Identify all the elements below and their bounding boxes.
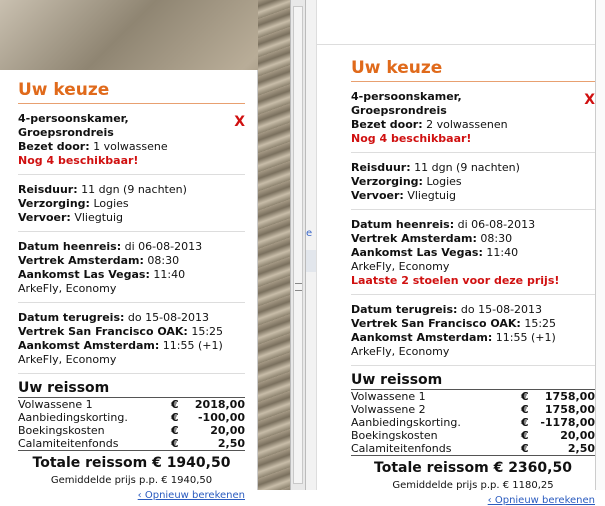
table-row: Volwassene 1 € 2018,00 xyxy=(18,398,245,411)
panel-title: Uw keuze xyxy=(18,80,245,104)
duration-label: Reisduur: xyxy=(18,183,78,196)
outbound-arr-label: Aankomst Las Vegas: xyxy=(351,246,483,259)
availability-text: Nog 4 beschikbaar! xyxy=(351,132,472,145)
recalculate-link[interactable]: ‹ Opnieuw berekenen xyxy=(137,490,245,501)
outbound-dep-label: Vertrek Amsterdam: xyxy=(18,254,144,267)
transport-value: Vliegtuig xyxy=(74,211,124,224)
outbound-arr-label: Aankomst Las Vegas: xyxy=(18,268,150,281)
truncated-link[interactable]: e xyxy=(306,228,313,239)
divider xyxy=(316,44,605,45)
table-row: Aanbiedingskorting. € -100,00 xyxy=(18,411,245,424)
return-date-label: Datum terugreis: xyxy=(18,311,125,324)
outbound-arr-value: 11:40 xyxy=(153,268,186,281)
return-arr-label: Aankomst Amsterdam: xyxy=(18,339,160,352)
return-block xyxy=(351,303,595,366)
choice-panel-right xyxy=(345,52,595,506)
recalculate-link[interactable]: ‹ Opnieuw berekenen xyxy=(487,495,595,506)
outbound-date-label: Datum heenreis: xyxy=(18,240,122,253)
room-name: 4-persoonskamer, xyxy=(351,90,462,103)
room-block xyxy=(351,90,595,153)
return-dep-value: 15:25 xyxy=(524,317,557,330)
outbound-airline: ArkeFly, Economy xyxy=(18,282,117,295)
return-arr-value: 11:55 (+1) xyxy=(495,331,556,344)
trip-info-block xyxy=(351,161,595,210)
table-row: Aanbiedingskorting. € -1178,00 xyxy=(351,416,595,429)
strip-block xyxy=(306,250,316,272)
outbound-date-value: di 06-08-2013 xyxy=(457,218,536,231)
sum-title: Uw reissom xyxy=(18,380,245,398)
outbound-arr-value: 11:40 xyxy=(486,246,519,259)
return-block xyxy=(18,311,245,374)
room-name: 4-persoonskamer, xyxy=(18,112,129,125)
return-date-label: Datum terugreis: xyxy=(351,303,458,316)
scrollbar-thumb[interactable] xyxy=(293,6,303,484)
outbound-block xyxy=(351,218,595,295)
room-type: Groepsrondreis xyxy=(18,126,114,139)
price-table xyxy=(18,398,245,451)
splitter-scrollbar[interactable] xyxy=(290,0,306,490)
table-row: Calamiteitenfonds € 2,50 xyxy=(351,442,595,455)
outbound-block xyxy=(18,240,245,303)
total-price: Totale reissom € 2360,50 xyxy=(374,460,572,476)
return-arr-value: 11:55 (+1) xyxy=(162,339,223,352)
outbound-date-value: di 06-08-2013 xyxy=(124,240,203,253)
return-airline: ArkeFly, Economy xyxy=(351,345,450,358)
outbound-dep-value: 08:30 xyxy=(480,232,513,245)
board-value: Logies xyxy=(93,197,129,210)
grip-icon xyxy=(295,283,302,291)
transport-value: Vliegtuig xyxy=(407,189,457,202)
sum-title: Uw reissom xyxy=(351,372,595,390)
board-value: Logies xyxy=(426,175,462,188)
table-row: Calamiteitenfonds € 2,50 xyxy=(18,437,245,450)
choice-panel-left xyxy=(0,70,258,501)
trip-info-block xyxy=(18,183,245,232)
outbound-dep-label: Vertrek Amsterdam: xyxy=(351,232,477,245)
table-row: Boekingskosten € 20,00 xyxy=(18,424,245,437)
return-date-value: do 15-08-2013 xyxy=(460,303,543,316)
background-image-edge xyxy=(258,0,290,490)
occupancy-label: Bezet door: xyxy=(351,118,423,131)
return-dep-label: Vertrek San Francisco OAK: xyxy=(351,317,521,330)
return-airline: ArkeFly, Economy xyxy=(18,353,117,366)
return-arr-label: Aankomst Amsterdam: xyxy=(351,331,493,344)
table-row: Volwassene 1 € 1758,00 xyxy=(351,390,595,403)
transport-label: Vervoer: xyxy=(351,189,404,202)
panel-title: Uw keuze xyxy=(351,58,595,82)
outbound-dep-value: 08:30 xyxy=(147,254,180,267)
room-type: Groepsrondreis xyxy=(351,104,447,117)
board-label: Verzorging: xyxy=(18,197,90,210)
occupancy-label: Bezet door: xyxy=(18,140,90,153)
middle-strip xyxy=(306,0,316,490)
return-date-value: do 15-08-2013 xyxy=(127,311,210,324)
occupancy-value: 2 volwassenen xyxy=(426,118,508,131)
duration-label: Reisduur: xyxy=(351,161,411,174)
table-row: Volwassene 2 € 1758,00 xyxy=(351,403,595,416)
duration-value: 11 dgn (9 nachten) xyxy=(81,183,187,196)
price-table xyxy=(351,390,595,456)
availability-text: Nog 4 beschikbaar! xyxy=(18,154,139,167)
duration-value: 11 dgn (9 nachten) xyxy=(414,161,520,174)
remove-icon[interactable]: X xyxy=(234,114,245,130)
transport-label: Vervoer: xyxy=(18,211,71,224)
occupancy-value: 1 volwassene xyxy=(93,140,168,153)
average-price: Gemiddelde prijs p.p. € 1940,50 xyxy=(50,475,213,486)
last-seats-warning: Laatste 2 stoelen voor deze prijs! xyxy=(351,274,560,287)
outbound-date-label: Datum heenreis: xyxy=(351,218,455,231)
return-dep-label: Vertrek San Francisco OAK: xyxy=(18,325,188,338)
room-block xyxy=(18,112,245,175)
board-label: Verzorging: xyxy=(351,175,423,188)
average-price: Gemiddelde prijs p.p. € 1180,25 xyxy=(392,480,554,491)
return-dep-value: 15:25 xyxy=(191,325,224,338)
remove-icon[interactable]: X xyxy=(584,92,595,108)
total-price: Totale reissom € 1940,50 xyxy=(32,455,231,471)
outbound-airline: ArkeFly, Economy xyxy=(351,260,450,273)
right-frame-edge xyxy=(595,0,605,490)
table-row: Boekingskosten € 20,00 xyxy=(351,429,595,442)
